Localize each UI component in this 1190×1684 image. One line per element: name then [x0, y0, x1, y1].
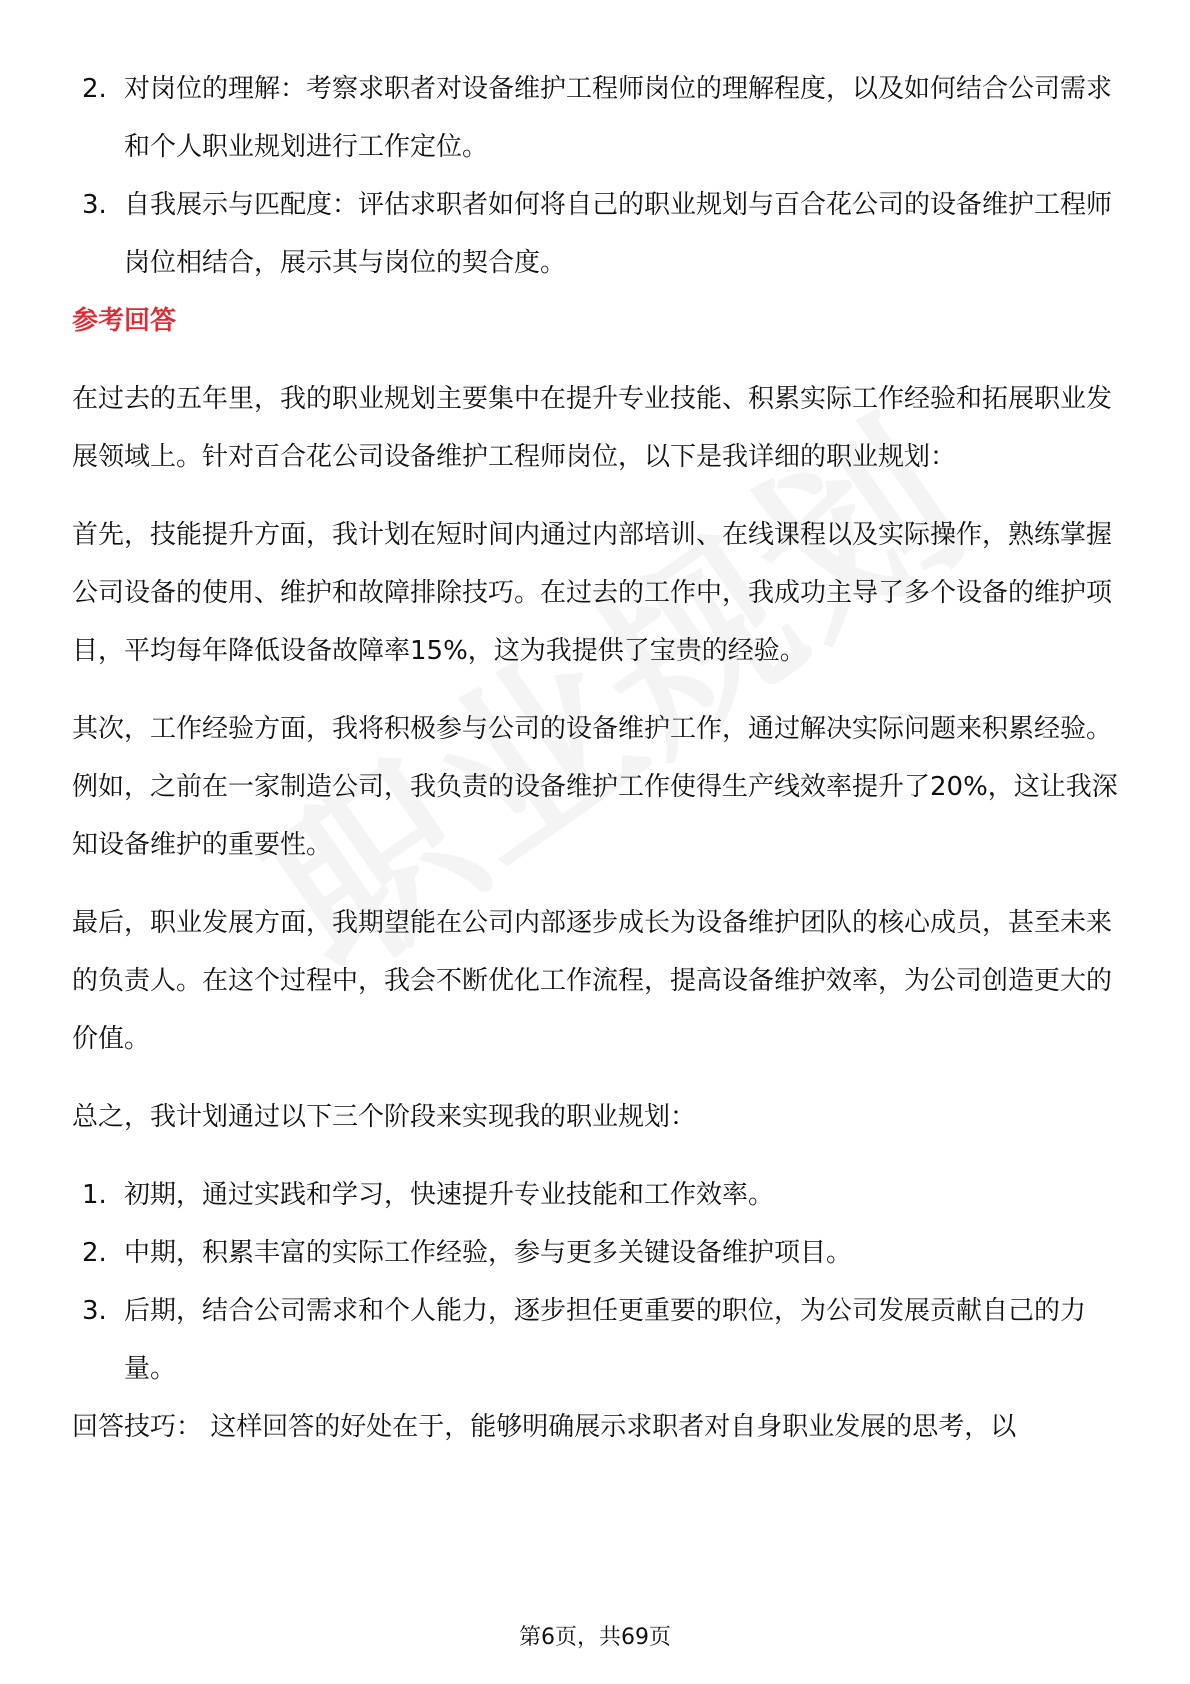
paragraph: 其次，工作经验方面，我将积极参与公司的设备维护工作，通过解决实际问题来积累经验。例如，之前在一家制造公司，我负责的设备维护工作使得生产线效率提升了20%，这让我深知设备维护的重要性。 [72, 714, 1118, 860]
list-item [72, 1224, 1120, 1282]
tip-paragraph: 回答技巧： 这样回答的好处在于，能够明确展示求职者对自身职业发展的思考，以 [72, 1412, 1017, 1442]
list-item-text: 对岗位的理解：考察求职者对设备维护工程师岗位的理解程度，以及如何结合公司需求和个人职业规划进行工作定位。 [124, 74, 1113, 162]
list-item-text: 初期，通过实践和学习，快速提升专业技能和工作效率。 [124, 1180, 775, 1210]
paragraph: 首先，技能提升方面，我计划在短时间内通过内部培训、在线课程以及实际操作，熟练掌握公司设备的使用、维护和故障排除技巧。在过去的工作中，我成功主导了多个设备的维护项目，平均每年降低设备故障率15%，这为我提供了宝贵的经验。 [72, 520, 1113, 666]
list-item [72, 1282, 1120, 1398]
paragraph: 最后，职业发展方面，我期望能在公司内部逐步成长为设备维护团队的核心成员，甚至未来的负责人。在这个过程中，我会不断优化工作流程，提高设备维护效率，为公司创造更大的价值。 [72, 908, 1113, 1054]
paragraph: 总之，我计划通过以下三个阶段来实现我的职业规划： [72, 1102, 697, 1132]
page-content [72, 60, 1120, 1476]
list-item-number: 1. [82, 1180, 107, 1210]
list-item-text: 中期，积累丰富的实际工作经验，参与更多关键设备维护项目。 [124, 1238, 853, 1268]
criteria-list [72, 60, 1120, 292]
list-item-number: 2. [82, 74, 107, 104]
stages-list [72, 1166, 1120, 1398]
list-item-text: 后期，结合公司需求和个人能力，逐步担任更重要的职位，为公司发展贡献自己的力量。 [124, 1296, 1087, 1384]
list-item-text: 自我展示与匹配度：评估求职者如何将自己的职业规划与百合花公司的设备维护工程师岗位相结合，展示其与岗位的契合度。 [124, 190, 1113, 278]
list-item [72, 1166, 1120, 1224]
list-item-number: 3. [82, 190, 107, 220]
list-item [72, 60, 1120, 176]
list-item-number: 3. [82, 1296, 107, 1326]
section-heading: 参考回答 [72, 306, 177, 336]
paragraph: 在过去的五年里，我的职业规划主要集中在提升专业技能、积累实际工作经验和拓展职业发展领域上。针对百合花公司设备维护工程师岗位，以下是我详细的职业规划： [72, 384, 1113, 472]
list-item [72, 176, 1120, 292]
list-item-number: 2. [82, 1238, 107, 1268]
page-number-footer: 第6页，共69页 [519, 1625, 671, 1650]
